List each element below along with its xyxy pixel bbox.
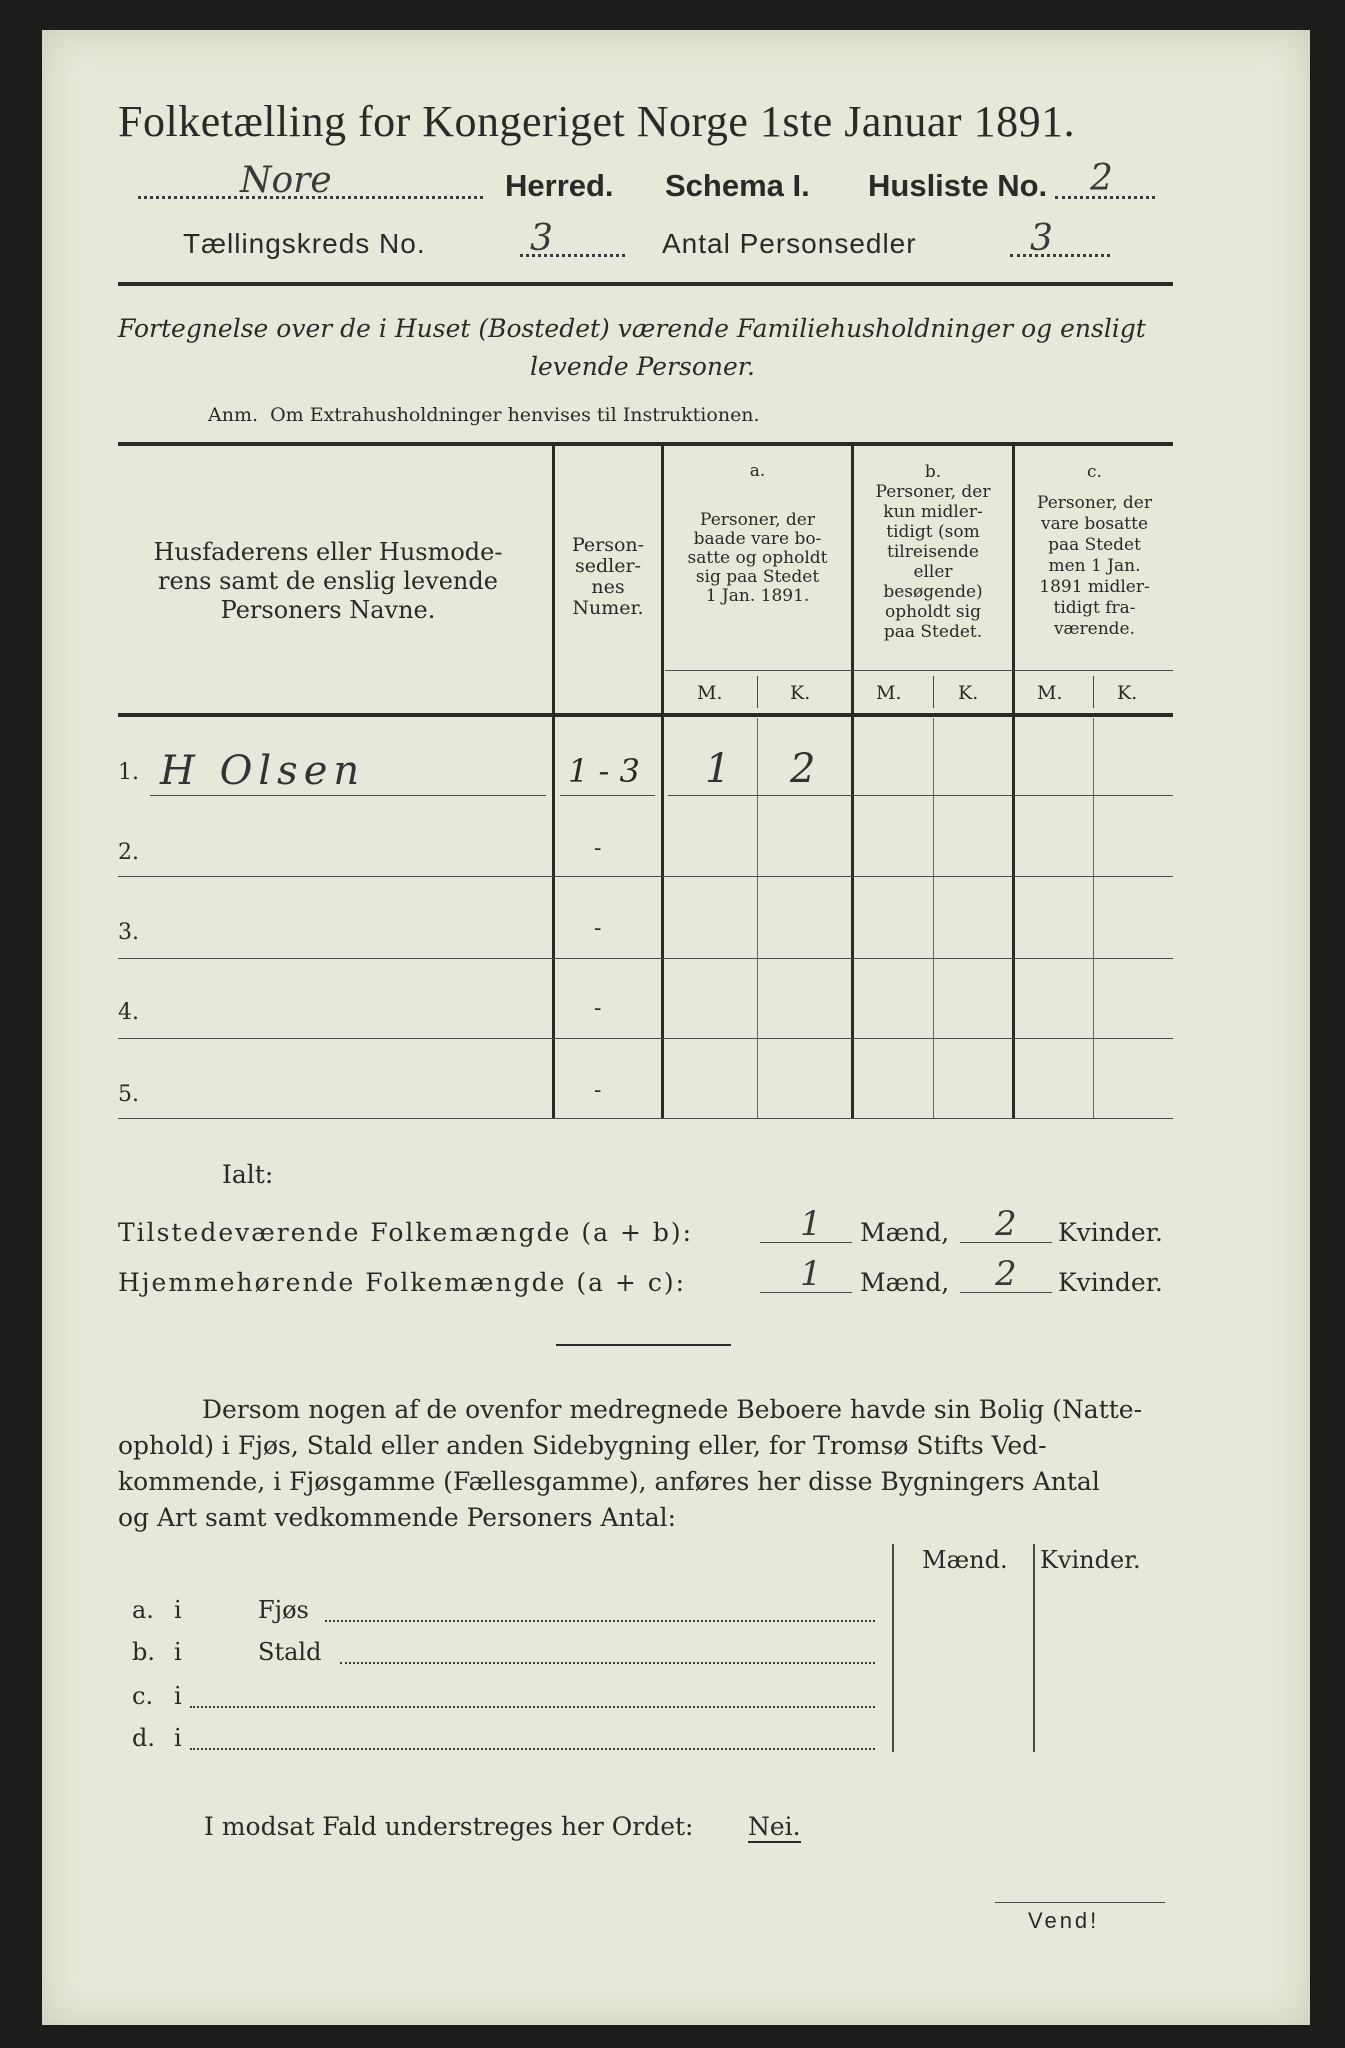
outbuilding-dotted-line <box>340 1662 875 1664</box>
a-m-label: M. <box>697 682 723 704</box>
outbuildings-divider <box>892 1544 894 1752</box>
outbuildings-para-line-1: Dersom nogen af de ovenfor medregnede Beboere havde sin Bolig (Natte- <box>202 1395 1143 1424</box>
col-head-c-line: vare bosatte <box>1040 514 1149 534</box>
row-mk-divider <box>1093 718 1094 1118</box>
outbuilding-dotted-line <box>190 1706 875 1708</box>
row-mk-divider <box>757 718 758 1118</box>
a-k-label: K. <box>790 682 811 704</box>
outbuilding-letter: d. <box>132 1724 155 1752</box>
outbuilding-prep: i <box>174 1682 182 1710</box>
col-head-b <box>855 462 1011 642</box>
row-a-m-value: 1 <box>705 746 731 792</box>
totals-line-1-kvinder: Kvinder. <box>1058 1218 1163 1247</box>
col-head-b-line: kun midler- <box>883 502 983 522</box>
row-number: 4. <box>118 1000 139 1025</box>
col-head-b-letter: b. <box>924 462 942 482</box>
husliste-value: 2 <box>1090 158 1113 199</box>
col-head-a-line: 1 Jan. 1891. <box>705 586 810 606</box>
col-head-c-line: tidigt fra- <box>1053 598 1136 618</box>
row-persnum: 1 - 3 <box>568 752 640 790</box>
mk-rule <box>665 670 1173 671</box>
outbuilding-dotted-line <box>190 1748 875 1750</box>
col-head-b-line: tidigt (som <box>886 522 980 542</box>
col-head-b-line: besøgende) <box>883 582 983 602</box>
totals-line-2-k-value: 2 <box>995 1254 1017 1294</box>
col-head-c-line: 1891 midler- <box>1039 577 1150 597</box>
col-head-persnum <box>556 535 660 619</box>
modsat-label: I modsat Fald understreges her Ordet: <box>204 1812 694 1841</box>
col-head-name-line: rens samt de enslig levende <box>158 567 498 595</box>
col-head-name-line: Personers Navne. <box>220 596 436 624</box>
outbuildings-para-line-4: og Art samt vedkommende Personers Antal: <box>118 1503 677 1532</box>
section-divider <box>556 1344 731 1346</box>
col-head-b-line: tilreisende <box>886 542 979 562</box>
mk-divider <box>1093 676 1094 708</box>
col-head-c <box>1016 462 1173 640</box>
col-head-a-line: baade vare bo- <box>693 529 822 549</box>
c-k-label: K. <box>1117 682 1138 704</box>
antal-label: Antal Personsedler <box>662 228 917 259</box>
outbuildings-para-line-3: kommende, i Fjøsgamme (Fællesgamme), anføres her disse Bygningers Antal <box>118 1467 1100 1496</box>
col-head-b-line: opholdt sig <box>885 602 981 622</box>
schema-label: Schema I. <box>665 168 810 203</box>
b-m-label: M. <box>876 682 902 704</box>
col-head-name <box>128 538 528 625</box>
totals-line-2-kvinder: Kvinder. <box>1058 1268 1163 1297</box>
totals-line-1-m-value: 1 <box>800 1204 822 1244</box>
totals-line-2-label: Hjemmehørende Folkemængde (a + c): <box>118 1268 686 1297</box>
row-number: 1. <box>118 760 139 785</box>
kreds-label: Tællingskreds No. <box>183 228 426 259</box>
antal-value: 3 <box>1030 218 1053 259</box>
header-rule <box>118 282 1173 286</box>
col-head-c-line: værende. <box>1053 619 1136 639</box>
row-mk-divider <box>933 718 934 1118</box>
row-rule <box>150 795 546 796</box>
b-k-label: K. <box>958 682 979 704</box>
totals-line-1-label: Tilstedeværende Folkemængde (a + b): <box>118 1218 694 1247</box>
table-col-divider <box>661 446 664 1118</box>
row-rule <box>118 958 1173 959</box>
row-rule <box>118 1038 1173 1039</box>
c-m-label: M. <box>1037 682 1063 704</box>
row-number: 3. <box>118 920 139 945</box>
col-head-a-line: satte og opholdt <box>687 548 828 568</box>
intro-line-2: levende Personer. <box>530 352 755 381</box>
col-head-a-line: Personer, der <box>700 510 815 530</box>
table-col-divider <box>552 446 555 1118</box>
col-head-c-line: men 1 Jan. <box>1048 556 1141 576</box>
row-persnum: - <box>594 916 602 941</box>
antal-dotted-line <box>1010 254 1110 257</box>
outbuildings-col-maend: Mænd. <box>922 1546 1008 1574</box>
totals-line-2-maend: Mænd, <box>860 1268 950 1297</box>
outbuilding-label: Stald <box>258 1638 322 1666</box>
row-a-k-value: 2 <box>790 746 816 792</box>
table-col-divider <box>851 446 854 1118</box>
herred-value: Nore <box>240 160 332 201</box>
col-head-a-line: sig paa Stedet <box>695 567 820 587</box>
outbuilding-letter: a. <box>132 1596 154 1624</box>
col-head-c-letter: c. <box>1087 462 1102 482</box>
col-head-b-line: eller <box>913 562 953 582</box>
herred-label: Herred. <box>505 168 614 203</box>
totals-line-1-k-value: 2 <box>995 1204 1017 1244</box>
totals-line-2-m-value: 1 <box>800 1254 822 1294</box>
col-head-a-letter: a. <box>749 461 766 481</box>
col-head-b-line: Personer, der <box>875 482 991 502</box>
col-head-a <box>665 462 850 606</box>
col-head-persnum-line: Numer. <box>572 597 644 619</box>
vend-label: Vend! <box>1028 1908 1100 1933</box>
row-rule <box>560 795 655 796</box>
col-head-c-line: paa Stedet <box>1048 535 1141 555</box>
table-col-divider <box>1012 446 1015 1118</box>
outbuildings-divider <box>1033 1544 1035 1752</box>
vend-rule <box>995 1902 1165 1903</box>
row-rule <box>668 795 1173 796</box>
row-number: 2. <box>118 840 139 865</box>
row-persnum: - <box>594 1078 602 1103</box>
totals-line-1-maend: Mænd, <box>860 1218 950 1247</box>
col-head-name-line: Husfaderens eller Husmode- <box>153 538 503 566</box>
outbuilding-label: Fjøs <box>258 1596 309 1624</box>
row-persnum: - <box>594 836 602 861</box>
row-rule <box>118 1118 1173 1119</box>
outbuildings-col-kvinder: Kvinder. <box>1040 1546 1141 1574</box>
col-head-b-line: paa Stedet. <box>883 622 983 642</box>
col-head-persnum-line: Person- <box>571 534 645 556</box>
anm-note: Anm. Om Extrahusholdninger henvises til Instruktionen. <box>208 404 760 426</box>
outbuildings-para-line-2: ophold) i Fjøs, Stald eller anden Sidebygning eller, for Tromsø Stifts Ved- <box>118 1431 1047 1460</box>
row-rule <box>118 876 1173 877</box>
outbuilding-prep: i <box>174 1724 182 1752</box>
row-persnum: - <box>594 996 602 1021</box>
row-name: H Olsen <box>160 748 366 794</box>
outbuilding-letter: b. <box>132 1638 155 1666</box>
form-title: Folketælling for Kongeriget Norge 1ste Januar 1891. <box>118 97 1076 146</box>
col-head-persnum-line: sedler- <box>575 555 641 577</box>
outbuilding-letter: c. <box>132 1682 154 1710</box>
ialt-label: Ialt: <box>222 1160 274 1189</box>
outbuilding-prep: i <box>174 1596 182 1624</box>
outbuilding-prep: i <box>174 1638 182 1666</box>
husliste-label: Husliste No. <box>868 168 1048 203</box>
col-head-c-line: Personer, der <box>1037 493 1152 513</box>
kreds-value: 3 <box>530 218 553 259</box>
col-head-persnum-line: nes <box>591 576 625 598</box>
row-number: 5. <box>118 1082 139 1107</box>
outbuilding-dotted-line <box>325 1620 875 1622</box>
mk-divider <box>933 676 934 708</box>
intro-line-1: Fortegnelse over de i Huset (Bostedet) værende Familiehusholdninger og ensligt <box>118 314 1146 343</box>
mk-divider <box>757 676 758 708</box>
modsat-word: Nei. <box>748 1812 801 1841</box>
